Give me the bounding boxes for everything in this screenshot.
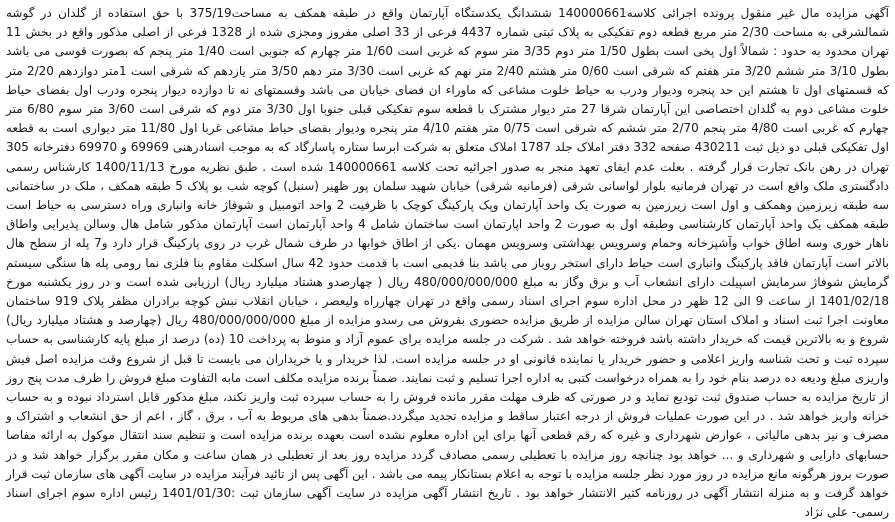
notice-line: 3/10 متر ششم 3/20 متر هفتم که شرقی است 0/60 متر هشتم 2/40 متر نهم که غربی است 3/30 متر دهم 3/50 متر یازدهم که شرقی است 1متر دوازدهم 2/20 متر که — [6, 63, 890, 97]
notice-line: به اداره اجرا تسلیم و ثبت نمایند. ضمناً برنده مزایده مکلف است مابه التفاوت مبلغ فروش را ظرف مدت پنج روز از تاریخ مزایده به حساب صندوق ثبت تودیع نماید و در صورتی که ظرف — [6, 370, 889, 405]
notice-line: دارای انشعاب آب و برق وگاز به مبلغ 480/000/000/000 ریال ( چهارصدو هشتاد میلیارد ریال) ارزیابی شده است و در روز یکشنبه مورخ 1401/02/18 از ساعت 9 الی 12 ظهر در — [6, 274, 889, 309]
notice-line: محدود به حدود : شمالاً اول پخی است بطول 1/50 متر دوم 3/35 متر سوم که غربی است 1/60 متر چهارم که جنوبی است 1/40 متر پنجم که بصورت قوسی می باشد بطول — [6, 44, 889, 78]
notice-line: شمالشرقی به مساحت 2/30 متر مربع قطعه دوم تفکیکی به پلاک ثبتی شماره 4437 فرعی از 33 اصلی مفروز ومجزی شده از 1328 فرعی از اصلی مذکور واقع در بخش 11 تهران — [6, 25, 890, 59]
notice-line: اداره معلوم نشده است بعهده برنده مزایده است و تنظیم سند انتقال موکول به ارائه مفاصا حسابهای دارایی و شهرداری و ... خواهد بود چنانچه روز مزایده با تعطیلی رسمی مصادف گردد — [6, 428, 889, 462]
notice-line: می باشد . این آگهی پس از تائید فرآیند مزایده در سایت آگهی های سازمان ثبت قرار خواهد گرفت و به منزله انتشار آگهی در روزنامه کثیر الانتشار خواهد بود . تاریخ انتشار آگهی — [6, 466, 890, 501]
notice-line: مزایده از طریق مزایده حضوری بفروش می رسدو مزایده از مبلغ 480/000/000/000 ریال (چهارصد و هشتاد میلیارد ریال) شروع و به بالاترین قیمت که خریدار داشته باشد فروخته — [6, 313, 889, 347]
notice-line: مشاعی دوم به گلدان اختصاصی این آپارتمان شرقا 27 متر دیوار مشترک با قطعه سوم تفکیکی قبلی جنوبا اول 3/30 متر دوم که شرقی است 3/60 متر سوم 6/80 متر چهارم که — [6, 102, 889, 136]
notice-line: آگهی مزایده مال غیر منقول پرونده اجرائی کلاسه140000661 ششدانگ یکدستگاه آپارتمان واقع در طبقه همکف به مساحت375/19 با حق استفاده از گلدان در گوشه — [6, 6, 889, 20]
notice-line: وانباری است حیاط دارای استخر روباز می باشد بنا قدیمی است با قدمت حدود 42 سال اسکلت مقاوم بنا فلزی نما رومی پله ها سنگی سیستم گرمایش شوفاژ سرمایش اسپیلت — [6, 255, 890, 289]
notice-line: مهلت مقرر مانده فروش را به حساب سپرده ثبت واریز نکند، مبلغ مذکور قابل استرداد نبوده و به حساب خزانه واریز خواهد شد . در این صورت عملیات فروش از درجه اعتبار ساقط و — [6, 390, 889, 424]
notice-line: مزایده در سایت آگهی سازمان ثبت :1401/01/30 رئیس اداره سوم اجرای اسناد رسمی- علی نژاد — [6, 486, 889, 520]
notice-line: وهمکف و اول است زیرزمین به صورت یک واحد آپارتمان وپک پارکینگ کوچک با ظرفیت 2 واحد اتومبیل و شوفاژ خانه وانباری وراه دسترسی به حیاط است طبقه همکف یک واحد — [6, 198, 889, 232]
notice-line: آپارتمان کارشناسی وطبقه اول به صورت 2 واحد اپارتمان است ساختمان شامل 4 واحد آپارتمان است آپارتمان مذکور شامل هال وسالن پذیرایی واطاق ناهار خوری وسه اطاق خواب — [6, 217, 889, 251]
notice-line: خواهد شد . شرکت در جلسه مزایده برای عموم آزاد و منوط به پرداخت 10 (ده) درصد از مبلغ پایه کارشناسی به حساب سپرده ثبت و تحت شناسه واریز اعلامی و حضور خریدار یا — [6, 332, 889, 366]
auction-notice-text — [6, 4, 889, 522]
notice-line: بانک تجارت قرار گرفته . بعلت عدم ایفای تعهد منجر به صدور اجرائیه تحت کلاسه 140000661 شده است . طبق نظریه مورخ 1400/11/13 کارشناس رسمی دادگستری ملک واقع — [6, 159, 890, 193]
notice-line: وآشپزخانه وحمام وسرویس بهداشتی وسرویس مهمان .یکی از اطاق خوابها در طرف شمال غرب در روی پارکینگ قرار دارد و7 پله از سطح هال بالاتر است آپارتمان فاقد پارکینگ — [6, 236, 889, 270]
notice-line: نماینده قانونی او در جلسه مزایده است. لذا خریدار و یا خریداران می بایست تا قبل از شروع وقت مزایده اصل فیش واریزی مبلغ ودیعه ده درصد بنام خود را به همراه درخواست کتبی — [6, 351, 889, 385]
notice-line: غربی است 4/80 متر پنجم 2/70 متر ششم که شرقی است 0/75 متر هفتم 4/10 متر پنجره ودیوار بفضای حیاط مشاعی غربا اول 11/80 متر دیواری است به قطعه اول تفکیکی — [6, 121, 890, 155]
notice-line: مزایده روز بعد از تعطیلی در همان ساعت و مکان مقرر برگزار خواهد شد و در صورت بروز هرگونه مانع مزایده در روز مورد نظر جلسه مزایده با توجه به اعلام بستانکار پیمه — [6, 447, 889, 481]
notice-line: مزایده تجدید میگردد.ضمناً بدهی های مربوط به آب ، برق ، گاز ، اعم از حق انشعاب و اشتراک و مصرف و نیز بدهی مالیاتی ، عوارض شهرداری و غیره که رقم قطعی آنها برای این — [6, 409, 889, 443]
notice-line: محل اداره سوم اجرای اسناد رسمی واقع در تهران چهارراه ولیعصر ، خیابان انقلاب نبش کوچه برادران مظفر پلاک 919 ساختمان معاونت اجرا ثبت اسناد و املاک استان تهران سالن — [6, 294, 889, 328]
notice-line: قبلی دو ذیل ثبت 430211 صفحه 332 دفتر املاک جلد 1787 املاک متعلق به شرکت ابرسا ستاره پاسارگاد که به موجب اسنادرهنی 69969 و 69970 دفترخانه 305 تهران در رهن — [6, 140, 890, 174]
notice-line: است در تهران فرمانیه بلوار لواسانی شرقی (فرمانیه شرقی) خیابان شهید سلمان پور ظهیر (سنبل) کوچه شب بو پلاک 5 طبقه همکف ، ملک در ساختمانی سه طبقه زیرزمین — [6, 178, 889, 213]
notice-line: قسمتهای اول تا هشتم این حد پنجره ودیوار ودرب به حیاط خلوت مشاعی که ماوراء ان فضای خیابان می باشد وقسمتهای نه تا دوازده دیوار پنجره ودرب اول بفضای حیاط خلوت — [6, 82, 889, 117]
